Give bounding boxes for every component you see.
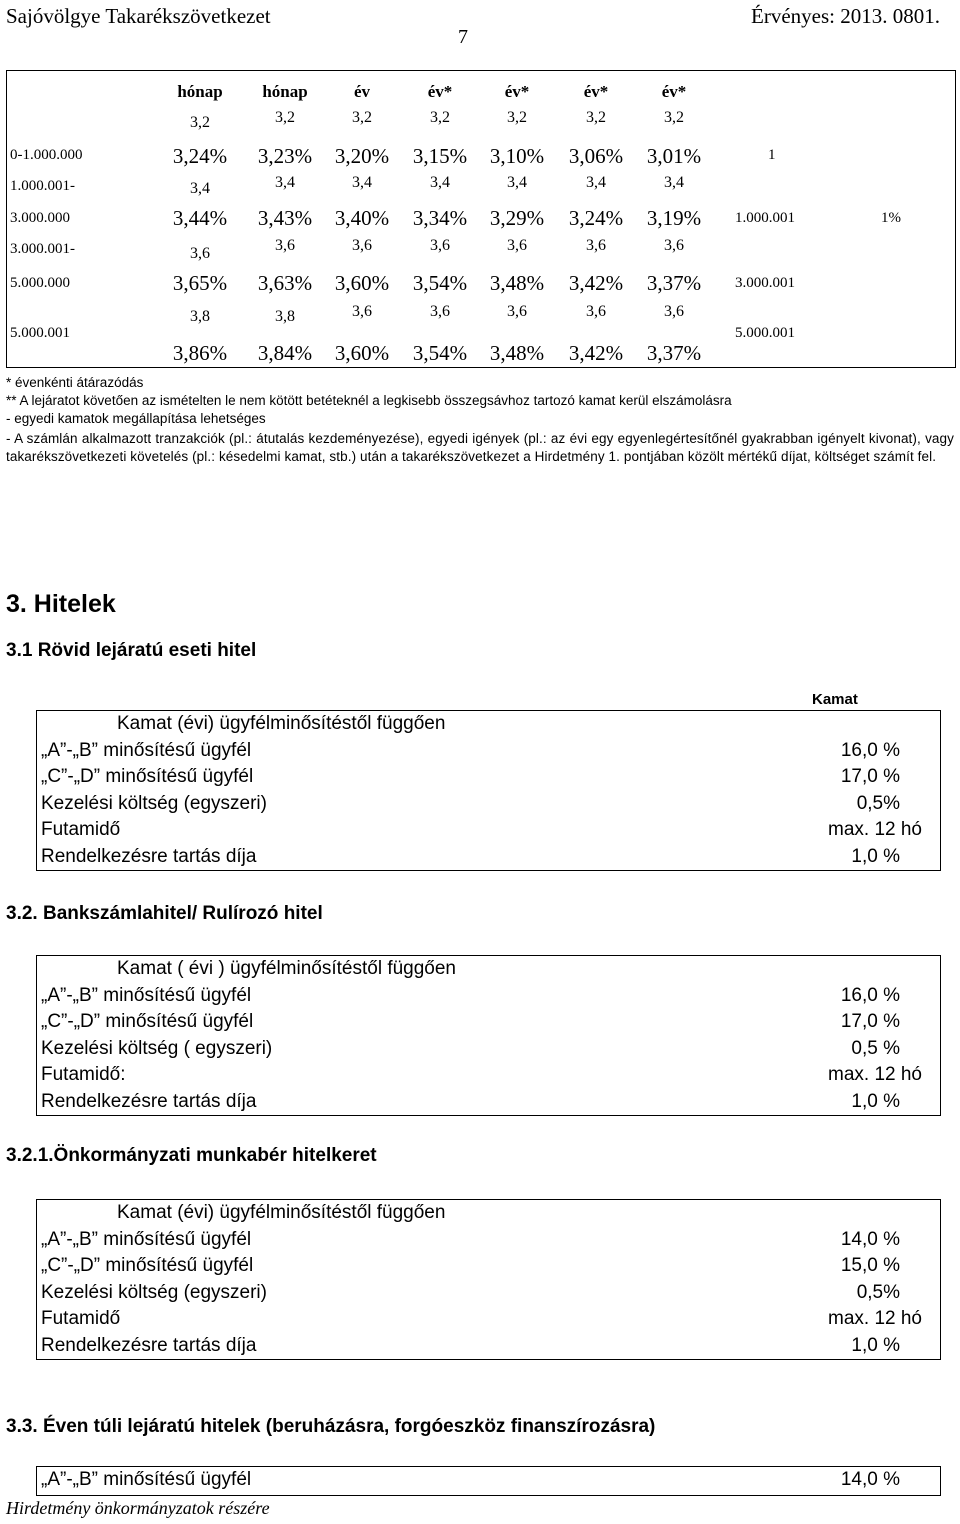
rate-big: 3,42% <box>568 271 624 295</box>
row-value: 0,5% <box>856 1281 900 1303</box>
rate-small: 3,6 <box>430 303 450 320</box>
band-label: 3.000.001- <box>10 241 75 257</box>
rate-small: 3,2 <box>664 109 684 126</box>
row-value: max. 12 hó <box>828 1308 922 1329</box>
table-row <box>37 1280 940 1307</box>
rate-small: 3,6 <box>586 303 606 320</box>
rate-small: 3,6 <box>430 237 450 254</box>
row-label: Futamidő: <box>41 1064 126 1085</box>
table-row <box>37 1009 940 1036</box>
table-row <box>37 1253 940 1280</box>
row-label: Rendelkezésre tartás díja <box>41 1090 257 1112</box>
table-row <box>37 1036 940 1063</box>
col-header: év* <box>427 82 453 101</box>
rate-small: 3,6 <box>275 237 295 254</box>
row-value: 1,0 % <box>851 1090 900 1112</box>
table-row <box>37 791 940 818</box>
rate-big: 3,23% <box>257 144 313 168</box>
row-label: „C”-„D” minősítésű ügyfél <box>41 1255 254 1276</box>
rate-small: 3,6 <box>507 303 527 320</box>
rate-small: 3,4 <box>586 174 606 191</box>
col-header: hónap <box>177 82 223 101</box>
rate-big: 3,42% <box>568 341 624 365</box>
org-name: Sajóvölgye Takarékszövetkezet <box>6 4 271 28</box>
rate-small: 3,4 <box>664 174 684 191</box>
band-note: 3.000.001 <box>735 275 795 291</box>
rate-big: 3,48% <box>489 341 545 365</box>
row-label: „A”-„B” minősítésű ügyfél <box>41 739 252 761</box>
rate-big: 3,84% <box>257 341 313 365</box>
row-label: Futamidő <box>41 1308 121 1329</box>
valid-date: Érvényes: 2013. 0801. <box>751 4 940 28</box>
rate-small: 3,4 <box>190 180 210 197</box>
rate-small: 3,4 <box>352 174 372 191</box>
rate-big: 3,37% <box>646 341 702 365</box>
row-label: „A”-„B” minősítésű ügyfél <box>41 1228 252 1250</box>
band-label: 3.000.000 <box>10 210 70 226</box>
rate-small: 3,6 <box>507 237 527 254</box>
rate-small: 3,4 <box>430 174 450 191</box>
table-row <box>37 1467 940 1494</box>
rate-big: 3,86% <box>172 341 228 365</box>
row-label: „C”-„D” minősítésű ügyfél <box>41 766 254 787</box>
rate-box-municipal-payroll <box>36 1199 941 1360</box>
rate-box-short-term <box>36 710 941 871</box>
page-footer: Hirdetmény önkormányzatok részére <box>6 1498 270 1518</box>
table-row <box>37 983 940 1010</box>
subsection-title: 3.2. Bankszámlahitel/ Rulírozó hitel <box>6 903 323 924</box>
row-value: 15,0 % <box>840 1255 900 1276</box>
rate-big: 3,24% <box>172 144 228 168</box>
box-title: Kamat (évi) ügyfélminősítéstől függően <box>117 713 446 734</box>
row-value: 0,5 % <box>851 1037 900 1059</box>
rate-big: 3,44% <box>172 206 228 230</box>
rate-small: 3,2 <box>352 109 372 126</box>
band-label: 5.000.001 <box>10 325 70 341</box>
rate-small: 3,6 <box>586 237 606 254</box>
rate-big: 3,06% <box>568 144 624 168</box>
rate-big: 3,20% <box>334 144 390 168</box>
table-row <box>37 738 940 765</box>
rate-big: 3,43% <box>257 206 313 230</box>
row-label: Rendelkezésre tartás díja <box>41 1334 257 1356</box>
row-value: 1,0 % <box>851 1334 900 1356</box>
row-label: „A”-„B” minősítésű ügyfél <box>41 1469 252 1490</box>
rate-box-long-term <box>36 1466 941 1496</box>
rate-small: 3,2 <box>430 109 450 126</box>
row-label: „A”-„B” minősítésű ügyfél <box>41 984 252 1006</box>
col-header: év* <box>661 82 687 101</box>
rate-small: 3,4 <box>507 174 527 191</box>
footnote-line: ** A lejáratot követően az ismételten le nem kötött betéteknél a legkisebb összegsávhoz tartozó kamat kerül elszámolásra <box>6 393 732 408</box>
rate-big: 3,54% <box>412 271 468 295</box>
box-title: Kamat (évi) ügyfélminősítéstől függően <box>117 1202 446 1223</box>
rate-small: 3,4 <box>275 174 295 191</box>
row-value: 17,0 % <box>840 1011 900 1032</box>
subsection-title: 3.3. Éven túli lejáratú hitelek (beruházásra, forgóeszköz finanszírozásra) <box>6 1416 656 1437</box>
rate-big: 3,37% <box>646 271 702 295</box>
row-label: „C”-„D” minősítésű ügyfél <box>41 1011 254 1032</box>
rate-small: 3,6 <box>352 237 372 254</box>
rate-small: 3,6 <box>664 237 684 254</box>
table-row <box>37 1089 940 1116</box>
kamat-label: Kamat <box>812 691 858 708</box>
row-value: 14,0 % <box>840 1228 900 1250</box>
table-row <box>37 1333 940 1360</box>
box-title: Kamat ( évi ) ügyfélminősítéstől függően <box>117 958 457 979</box>
band-note: 1 <box>768 147 776 163</box>
row-label: Futamidő <box>41 819 121 840</box>
table-row <box>37 1227 940 1254</box>
rate-small: 3,2 <box>275 109 295 126</box>
row-value: 14,0 % <box>840 1469 900 1490</box>
rate-small: 3,2 <box>586 109 606 126</box>
rate-big: 3,60% <box>334 271 390 295</box>
rate-small: 3,6 <box>352 303 372 320</box>
row-value: 17,0 % <box>840 766 900 787</box>
section-title: 3. Hitelek <box>6 590 116 618</box>
rate-big: 3,01% <box>646 144 702 168</box>
col-header: hónap <box>262 82 308 101</box>
rate-big: 3,15% <box>412 144 468 168</box>
row-value: 16,0 % <box>840 984 900 1006</box>
rate-big: 3,19% <box>646 206 702 230</box>
row-value: 1,0 % <box>851 845 900 867</box>
row-value: max. 12 hó <box>828 819 922 840</box>
rate-big: 3,60% <box>334 341 390 365</box>
table-row <box>37 764 940 791</box>
band-label: 0-1.000.000 <box>10 147 83 163</box>
footnote-line: - egyedi kamatok megállapítása lehetséges <box>6 411 266 426</box>
rate-small: 3,6 <box>664 303 684 320</box>
row-label: Kezelési költség ( egyszeri) <box>41 1037 273 1059</box>
row-value: 0,5% <box>856 792 900 814</box>
rate-small: 3,8 <box>275 308 295 325</box>
rate-big: 3,54% <box>412 341 468 365</box>
rate-small: 3,8 <box>190 308 210 325</box>
footnotes <box>6 374 954 466</box>
rate-big: 3,10% <box>489 144 545 168</box>
subsection-title: 3.2.1.Önkormányzati munkabér hitelkeret <box>6 1145 377 1166</box>
row-label: Rendelkezésre tartás díja <box>41 845 257 867</box>
row-label: Kezelési költség (egyszeri) <box>41 792 267 814</box>
table-row <box>37 844 940 871</box>
rate-big: 3,24% <box>568 206 624 230</box>
rate-small: 3,2 <box>190 114 210 131</box>
footnote-line: - A számlán alkalmazott tranzakciók (pl.: átutalás kezdeményezése), egyedi igények (pl.: az évi egy egyenlegértesítőnél gyakrabban igényelt kivonat), vagy takarékszövetkezeti követelés (pl.: késedelmi kamat, stb.) után a takarékszövetkezet a Hirdetmény 1. pontjában közölt mértékű díjat, költséget számít fel. <box>6 431 954 464</box>
rate-big: 3,29% <box>489 206 545 230</box>
rate-box-revolving <box>36 955 941 1116</box>
row-label: Kezelési költség (egyszeri) <box>41 1281 267 1303</box>
page-number: 7 <box>458 26 468 48</box>
row-value: max. 12 hó <box>828 1064 922 1085</box>
band-note: 5.000.001 <box>735 325 795 341</box>
col-header: év* <box>583 82 609 101</box>
deposit-rates-table <box>6 70 956 368</box>
row-value: 16,0 % <box>840 739 900 761</box>
rate-small: 3,2 <box>507 109 527 126</box>
band-label: 5.000.000 <box>10 275 70 291</box>
col-header: év* <box>504 82 530 101</box>
rate-big: 3,63% <box>257 271 313 295</box>
subsection-title: 3.1 Rövid lejáratú eseti hitel <box>6 640 257 661</box>
table-row <box>37 1306 940 1333</box>
footnote-line: * évenkénti átárazódás <box>6 375 144 390</box>
rate-small: 3,6 <box>190 245 210 262</box>
col-header: év <box>353 82 371 101</box>
table-row <box>37 817 940 844</box>
rate-big: 3,40% <box>334 206 390 230</box>
rate-big: 3,48% <box>489 271 545 295</box>
band-note: 1.000.001 <box>735 210 795 226</box>
rate-big: 3,34% <box>412 206 468 230</box>
table-row <box>37 1062 940 1089</box>
band-label: 1.000.001- <box>10 178 75 194</box>
rate-big: 3,65% <box>172 271 228 295</box>
band-note-percent: 1% <box>881 210 901 226</box>
